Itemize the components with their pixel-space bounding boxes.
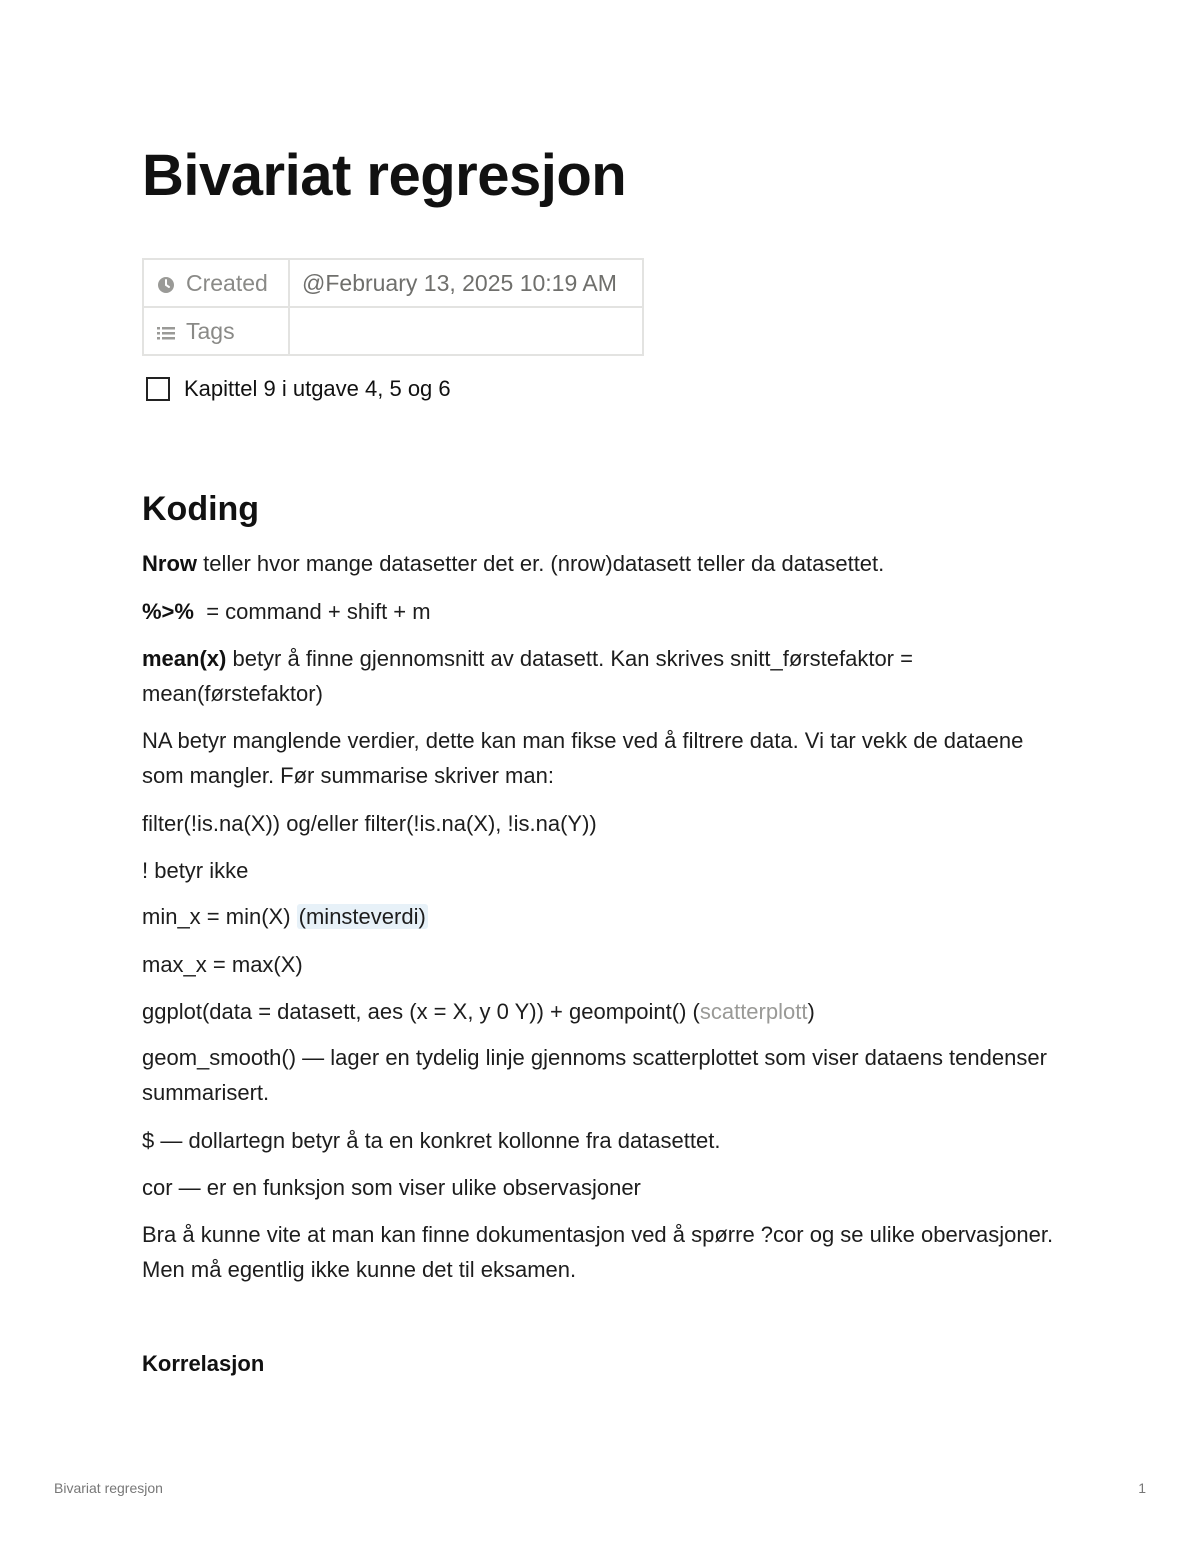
- paragraph-nrow: [142, 546, 1062, 581]
- paragraph-text: betyr å finne gjennomsnitt av datasett. Kan skrives snitt_førstefaktor = mean(førstefaktor): [142, 646, 913, 706]
- paragraph-text: = command + shift + m: [193, 599, 431, 624]
- page-title: Bivariat regresjon: [142, 143, 627, 208]
- todo-item: [146, 376, 451, 402]
- paragraph-ggplot: [142, 994, 1062, 1029]
- paragraph-smooth: geom_smooth() — lager en tydelig linje gjennoms scatterplottet som viser dataens tendenser summarisert.: [142, 1045, 1047, 1105]
- properties-table: [142, 258, 644, 356]
- paragraph-not: ! betyr ikke: [142, 858, 249, 883]
- paragraph-documentation: Bra å kunne vite at man kan finne dokumentasjon ved å spørre ?cor og se ulike obervasjoner. Men må egentlig ikke kunne det til eksamen.: [142, 1222, 1054, 1282]
- highlighted-note: (minsteverdi): [298, 904, 426, 929]
- tags-label: Tags: [186, 317, 235, 344]
- paragraph-cor: cor — er en funksjon som viser ulike observasjoner: [142, 1175, 641, 1200]
- footer-page-number: 1: [1138, 1480, 1146, 1496]
- paragraph-dollar: $ — dollartegn betyr å ta en konkret kollonne fra datasettet.: [142, 1128, 721, 1153]
- property-row-created: [143, 259, 643, 307]
- section-heading-koding: Koding: [142, 490, 260, 528]
- paragraph-na: NA betyr manglende verdier, dette kan man fikse ved å filtrere data. Vi tar vekk de dataene som mangler. Før summarise skriver man:: [142, 728, 1024, 788]
- todo-checkbox[interactable]: [146, 377, 170, 401]
- todo-label: Kapittel 9 i utgave 4, 5 og 6: [184, 376, 451, 401]
- paragraph-text: ggplot(data = datasett, aes (x = X, y 0 Y)) + geompoint() (: [142, 999, 700, 1024]
- paragraph-text: teller hvor mange datasetter det er. (nrow)datasett teller da datasettet.: [197, 551, 885, 576]
- subheading-korrelasjon: Korrelasjon: [142, 1351, 265, 1376]
- created-label: Created: [186, 269, 268, 296]
- paragraph-max: max_x = max(X): [142, 952, 303, 977]
- muted-note: scatterplott: [699, 999, 808, 1024]
- paragraph-pipe: [142, 594, 1062, 629]
- clock-icon: [156, 275, 176, 295]
- paragraph-filter: filter(!is.na(X)) og/eller filter(!is.na(X), !is.na(Y)): [142, 811, 597, 836]
- tags-value[interactable]: [289, 307, 643, 355]
- bold-term-mean: mean(x): [142, 646, 227, 671]
- property-row-tags: [143, 307, 643, 355]
- bold-term-nrow: Nrow: [142, 551, 197, 576]
- paragraph-text: ): [807, 999, 815, 1024]
- paragraph-mean: [142, 641, 1062, 711]
- bold-term-pipe: %>%: [142, 599, 194, 624]
- paragraph-min: [142, 899, 1062, 934]
- property-key-tags: [143, 307, 289, 355]
- list-icon: [156, 323, 176, 343]
- paragraph-text: min_x = min(X): [142, 904, 297, 929]
- property-key-created: [143, 259, 289, 307]
- footer-title: Bivariat regresjon: [54, 1480, 163, 1496]
- created-value[interactable]: @February 13, 2025 10:19 AM: [289, 259, 643, 307]
